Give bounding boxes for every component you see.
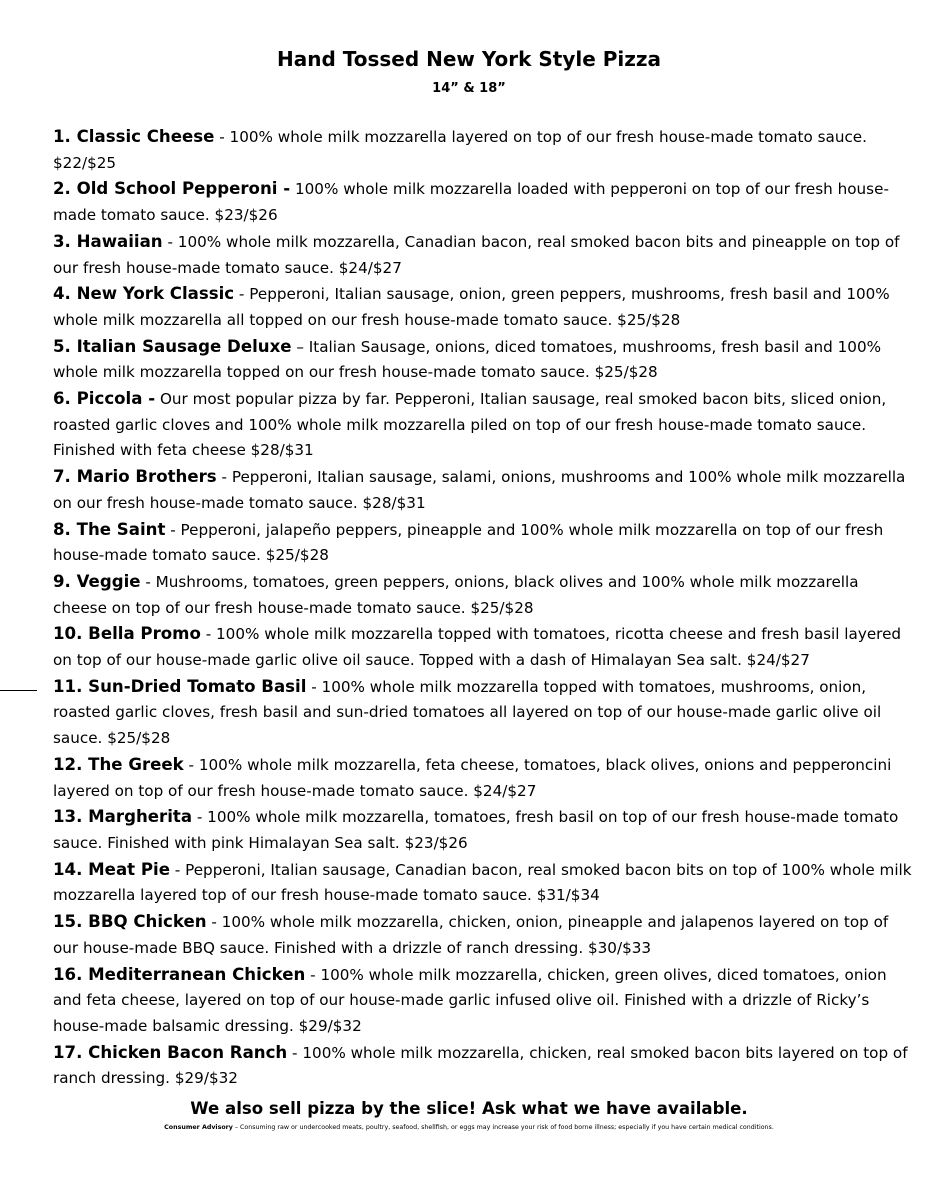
menu-item-name: 13. Margherita [53,807,193,827]
menu-item-separator: - [165,520,181,539]
menu-item-name: 7. Mario Brothers [53,467,217,487]
menu-item [53,674,913,752]
advisory-text: – Consuming raw or undercooked meats, poultry, seafood, shellfish, or eggs may increase your risk of food borne illness; especially if you have certain medical conditions. [232,1124,774,1131]
menu-item-separator: - [214,128,230,146]
menu-item-separator: - [287,1043,303,1062]
menu-item [53,752,913,804]
page-title: Hand Tossed New York Style Pizza [276,47,662,71]
menu-item-description: Mushrooms, tomatoes, green peppers, onions, black olives and 100% whole milk mozzarella cheese on top of our fresh house-made tomato sauce. $25/$28 [53,572,859,617]
menu-item-name: 6. Piccola - [53,389,156,409]
menu-item-description: 100% whole milk mozzarella, chicken, green olives, diced tomatoes, onion and feta cheese, layered on top of our house-made garlic infused olive oil. Finished with a drizzle of Ricky’s house-made balsamic dressing. $29/$32 [53,965,887,1035]
slice-note: We also sell pizza by the slice! Ask what we have available. [190,1099,748,1118]
menu-item-name: 14. Meat Pie [53,859,170,879]
menu-item-name: 4. New York Classic [53,284,235,304]
menu-item-description: 100% whole milk mozzarella topped with tomatoes, mushrooms, onion, roasted garlic cloves, fresh basil and sun-dried tomatoes all layered on top of our house-made garlic olive oil sauce. $25/$28 [53,677,882,748]
menu-item-name: 12. The Greek [53,754,184,774]
menu-item-description: 100% whole milk mozzarella loaded with pepperoni on top of our fresh house-made tomato sauce. $23/$26 [53,180,889,225]
menu-item-separator: - [306,677,322,696]
menu-item [53,857,913,909]
menu-item-name: 17. Chicken Bacon Ranch [53,1042,288,1062]
menu-item [53,176,913,228]
menu-item-description: Pepperoni, Italian sausage, salami, onions, mushrooms and 100% whole milk mozzarella on our fresh house-made tomato sauce. $28/$31 [53,468,906,512]
menu-item-description: 100% whole milk mozzarella topped with tomatoes, ricotta cheese and fresh basil layered on top of our house-made garlic olive oil sauce. Topped with a dash of Himalayan Sea salt. $24/$27 [53,625,902,670]
pizza-menu-list [53,124,913,1092]
menu-item [53,962,913,1040]
menu-item [53,124,913,176]
advisory-label: Consumer Advisory [164,1124,233,1131]
menu-item-description: Our most popular pizza by far. Pepperoni, Italian sausage, real smoked bacon bits, sliced onion, roasted garlic cloves and 100% whole milk mozzarella piled on top of our fresh house-made tomato sauce. Finished with feta cheese $28/$31 [53,390,887,460]
pizza-sizes: 14” & 18” [432,81,506,96]
menu-item-name: 8. The Saint [53,519,166,539]
menu-item-name: 3. Hawaiian [53,231,163,251]
menu-item-description: Pepperoni, jalapeño peppers, pineapple and 100% whole milk mozzarella on top of our fresh house-made tomato sauce. $25/$28 [53,520,884,565]
menu-item [53,517,913,569]
menu-item [53,464,913,516]
menu-item-name: 16. Mediterranean Chicken [53,964,306,984]
menu-item-description: Italian Sausage, onions, diced tomatoes, mushrooms, fresh basil and 100% whole milk mozzarella topped on our fresh house-made tomato sauce. $25/$28 [53,337,882,382]
menu-item-name: 11. Sun-Dried Tomato Basil [53,676,307,696]
menu-item-name: 5. Italian Sausage Deluxe [53,336,292,356]
menu-item-name: 10. Bella Promo [53,624,201,644]
menu-item-description: 100% whole milk mozzarella, feta cheese, tomatoes, black olives, onions and pepperoncini layered on top of our fresh house-made tomato sauce. $24/$27 [53,755,892,800]
menu-item [53,334,913,386]
consumer-advisory [0,1123,938,1132]
menu-item-description: Pepperoni, Italian sausage, Canadian bacon, real smoked bacon bits on top of 100% whole milk mozzarella layered top of our fresh house-made tomato sauce. $31/$34 [53,860,912,905]
menu-item-separator: - [206,913,222,932]
menu-item [53,281,913,333]
menu-item-separator: - [183,755,199,774]
menu-item-separator: - [162,232,178,251]
menu-item-separator: - [216,468,232,487]
menu-item [53,1040,913,1092]
menu-item-separator: - [234,285,250,304]
margin-line [0,690,37,691]
menu-item-separator: - [200,625,217,644]
menu-item-name: 15. BBQ Chicken [53,912,207,932]
menu-item [53,804,913,856]
menu-item-description: Pepperoni, Italian sausage, onion, green peppers, mushrooms, fresh basil and 100% whole milk mozzarella all topped on our fresh house-made tomato sauce. $25/$28 [53,285,890,329]
menu-item [53,569,913,621]
menu-item-separator: - [140,572,156,591]
menu-item-description: 100% whole milk mozzarella layered on top of our fresh house-made tomato sauce. $22/$25 [53,128,867,172]
menu-item [53,621,913,673]
menu-item [53,229,913,281]
menu-item-description: 100% whole milk mozzarella, chicken, real smoked bacon bits layered on top of ranch dressing. $29/$32 [53,1043,908,1088]
menu-item-separator: – [291,337,309,356]
menu-item-separator: - [192,808,208,827]
menu-item-name: 9. Veggie [53,571,141,591]
menu-item-description: 100% whole milk mozzarella, chicken, onion, pineapple and jalapenos layered on top of our house-made BBQ sauce. Finished with a drizzle of ranch dressing. $30/$33 [53,913,889,957]
menu-item-separator: - [305,965,321,984]
menu-item-name: 1. Classic Cheese [53,127,215,146]
menu-item-description: 100% whole milk mozzarella, tomatoes, fresh basil on top of our fresh house-made tomato sauce. Finished with pink Himalayan Sea salt. $23/$26 [53,808,899,852]
menu-item-name: 2. Old School Pepperoni - [53,179,291,199]
menu-item-separator: - [169,860,186,879]
menu-item [53,386,913,464]
menu-item-description: 100% whole milk mozzarella, Canadian bacon, real smoked bacon bits and pineapple on top of our fresh house-made tomato sauce. $24/$27 [53,232,900,277]
menu-item [53,909,913,961]
